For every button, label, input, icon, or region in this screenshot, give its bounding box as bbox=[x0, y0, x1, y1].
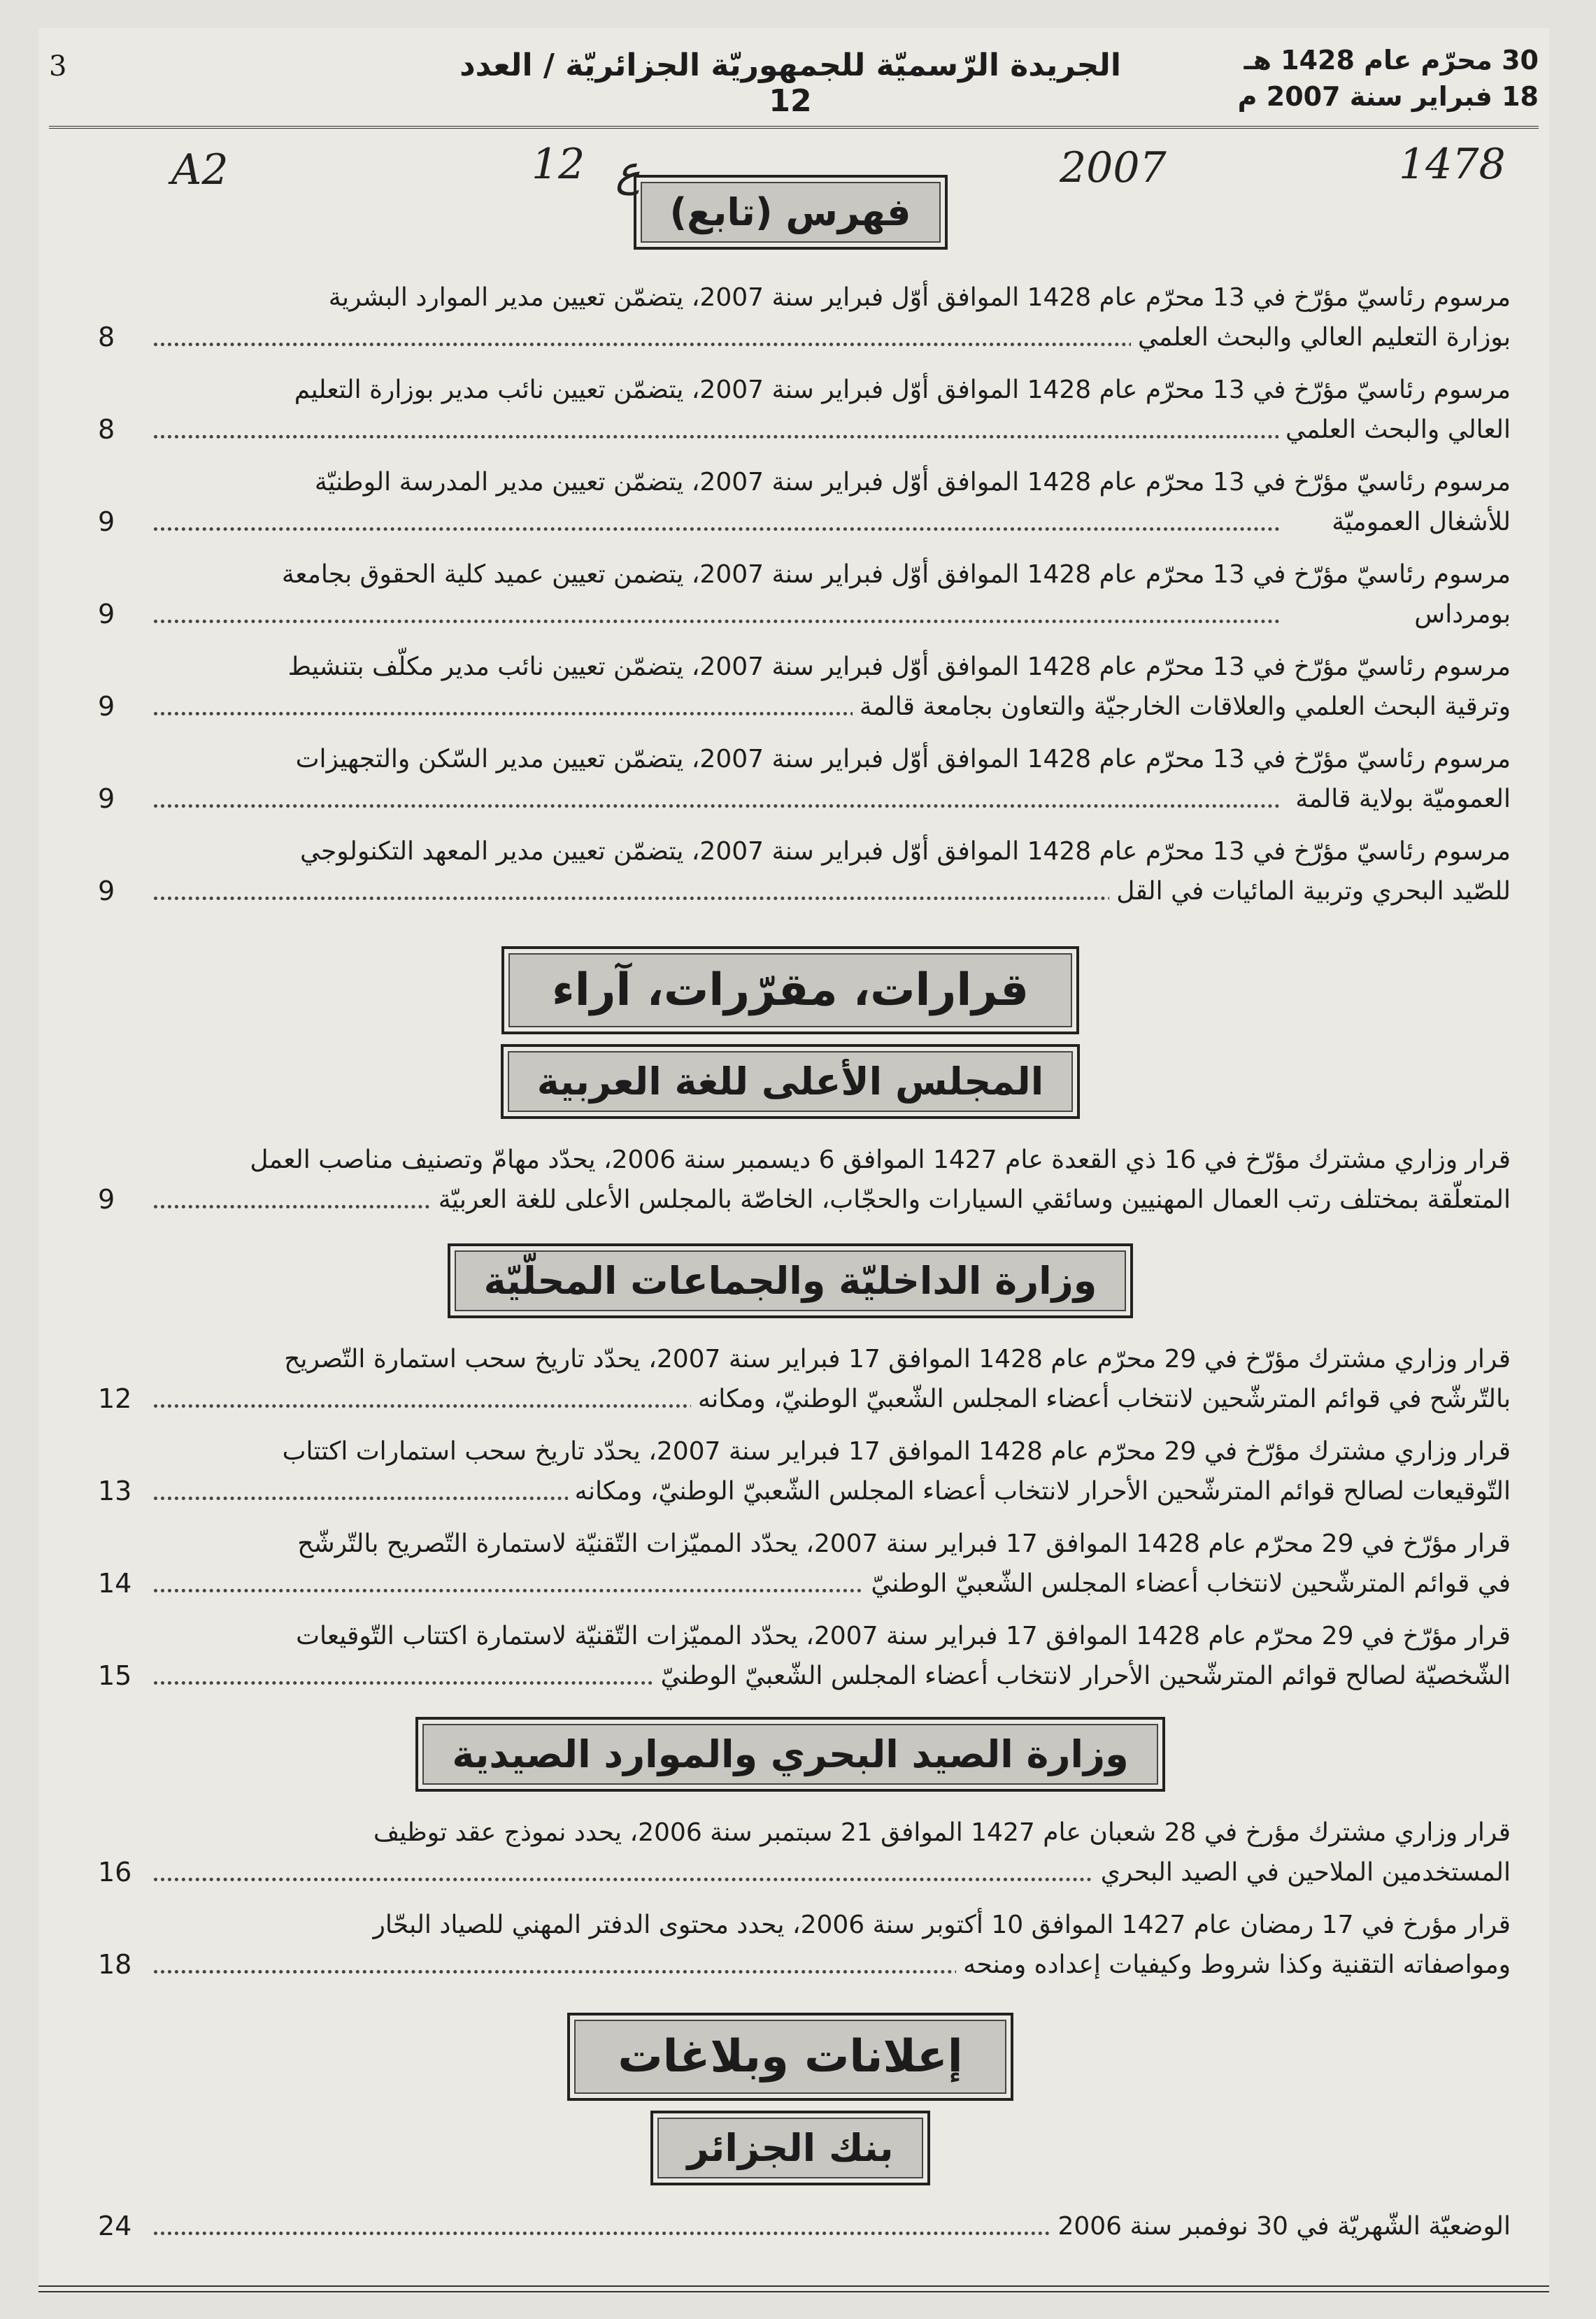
toc-entry-line: قرار وزاري مشترك مؤرّخ في 29 محرّم عام 1428 الموافق 17 فبراير سنة 2007، يحدّد تاريخ سحب استمارة التّصريح bbox=[284, 1345, 1511, 1373]
toc-entry-line bbox=[154, 410, 1511, 450]
toc-entry bbox=[70, 1524, 1511, 1604]
fisheries-title-box bbox=[415, 1717, 1164, 1792]
toc-entry-line bbox=[154, 1180, 1511, 1220]
handwritten-note: 2007 bbox=[1060, 143, 1167, 192]
interior-list bbox=[70, 1339, 1511, 1696]
table-of-contents bbox=[70, 168, 1511, 2259]
toc-entry-line bbox=[154, 502, 1511, 542]
toc-entry-line bbox=[154, 317, 1511, 357]
toc-entry-text: بالتّرشّح في قوائم المترشّحين لانتخاب أعضاء المجلس الشّعبيّ الوطنيّ، ومكانه bbox=[691, 1385, 1511, 1413]
toc-entry-line bbox=[154, 687, 1511, 727]
toc-entry bbox=[70, 278, 1511, 357]
toc-entry-text: للصّيد البحري وتربية المائيات في القل bbox=[1109, 877, 1511, 906]
toc-entry bbox=[70, 1905, 1511, 1985]
toc-entry-text: وترقية البحث العلمي والعلاقات الخارجيّة والتعاون بجامعة قالمة bbox=[853, 692, 1511, 721]
toc-entry-line: قرار مؤرّخ في 29 محرّم عام 1428 الموافق 17 فبراير سنة 2007، يحدّد المميّزات التّقنيّة لاستمارة التّصريح بالتّرشّح bbox=[297, 1529, 1511, 1558]
toc-entry bbox=[70, 739, 1511, 819]
bank-title: بنك الجزائر bbox=[657, 2118, 922, 2178]
toc-entry-line bbox=[154, 1853, 1511, 1892]
toc-entry-line: مرسوم رئاسيّ مؤرّخ في 13 محرّم عام 1428 الموافق أوّل فبراير سنة 2007، يتضمّن تعيين نائب مدير مكلّف بتنشيط bbox=[287, 652, 1511, 681]
toc-entry bbox=[70, 832, 1511, 911]
issue-date bbox=[1238, 42, 1539, 115]
fisheries-list bbox=[70, 1813, 1511, 1985]
bottom-rule bbox=[38, 2285, 1549, 2292]
announcements-title-box bbox=[567, 2013, 1013, 2101]
council-title: المجلس الأعلى للغة العربية bbox=[508, 1051, 1073, 1112]
toc-entry-line bbox=[154, 2206, 1511, 2246]
toc-page-number: 9 bbox=[98, 599, 115, 629]
toc-page-number: 9 bbox=[98, 506, 115, 537]
toc-entry-line: قرار وزاري مشترك مؤرخ في 28 شعبان عام 1427 الموافق 21 سبتمبر سنة 2006، يحدد نموذج عقد توظيف bbox=[373, 1818, 1511, 1847]
toc-entry-line bbox=[154, 1471, 1511, 1511]
toc-entry-line bbox=[154, 1564, 1511, 1604]
toc-title-box bbox=[634, 175, 948, 250]
toc-entry-line: قرار وزاري مشترك مؤرّخ في 29 محرّم عام 1428 الموافق 17 فبراير سنة 2007، يحدّد تاريخ سحب استمارات اكتتاب bbox=[282, 1437, 1511, 1466]
toc-entry-text: المستخدمين الملاحين في الصيد البحري bbox=[1094, 1858, 1511, 1887]
toc-entry bbox=[70, 1339, 1511, 1419]
toc-entry bbox=[70, 1616, 1511, 1696]
toc-entry-text: الوضعيّة الشّهريّة في 30 نوفمبر سنة 2006 bbox=[1050, 2212, 1511, 2241]
toc-entry bbox=[70, 555, 1511, 634]
council-list bbox=[70, 1140, 1511, 1220]
toc-entry bbox=[70, 1432, 1511, 1511]
toc-entry-line bbox=[154, 779, 1511, 819]
toc-entry-text: المتعلّقة بمختلف رتب العمال المهنيين وسائقي السيارات والحجّاب، الخاصّة بالمجلس الأعلى للغة العربيّة bbox=[432, 1185, 1511, 1214]
toc-page-number: 9 bbox=[98, 1184, 115, 1215]
toc-entry-text: الشّخصيّة لصالح قوائم المترشّحين الأحرار لانتخاب أعضاء المجلس الشّعبيّ الوطنيّ bbox=[654, 1662, 1511, 1690]
handwritten-note: ع bbox=[615, 147, 641, 196]
toc-page-number: 8 bbox=[98, 322, 115, 352]
toc-entry-line: مرسوم رئاسيّ مؤرّخ في 13 محرّم عام 1428 الموافق أوّل فبراير سنة 2007، يتضمن تعيين عميد كلية الحقوق بجامعة bbox=[281, 560, 1511, 589]
toc-entry-text: العالي والبحث العلمي bbox=[1278, 415, 1511, 444]
toc-page-number: 24 bbox=[98, 2211, 132, 2241]
toc-entry-line bbox=[154, 594, 1511, 634]
toc-page-number: 9 bbox=[98, 876, 115, 906]
handwritten-note: 12 bbox=[532, 140, 585, 189]
toc-entry bbox=[70, 647, 1511, 727]
toc-entry-line: مرسوم رئاسيّ مؤرّخ في 13 محرّم عام 1428 الموافق أوّل فبراير سنة 2007، يتضمّن تعيين مدير السّكن والتجهيزات bbox=[295, 745, 1511, 773]
fisheries-title: وزارة الصيد البحري والموارد الصيدية bbox=[422, 1724, 1157, 1785]
toc-entry-text: للأشغال العموميّة bbox=[1325, 508, 1511, 536]
date-gregorian: 18 فبراير سنة 2007 م bbox=[1237, 81, 1539, 112]
toc-entry bbox=[70, 370, 1511, 450]
council-title-box bbox=[501, 1044, 1080, 1119]
announcements-title: إعلانات وبلاغات bbox=[574, 2020, 1006, 2094]
toc-entry-line: قرار وزاري مشترك مؤرّخ في 16 ذي القعدة عام 1427 الموافق 6 ديسمبر سنة 2006، يحدّد مهامّ وتصنيف مناصب العمل bbox=[250, 1146, 1511, 1174]
bank-list bbox=[70, 2206, 1511, 2246]
interior-title-box bbox=[448, 1243, 1134, 1318]
toc-entry-text: ومواصفاته التقنية وكذا شروط وكيفيات إعداده ومنحه bbox=[956, 1950, 1511, 1979]
toc-entry-line: مرسوم رئاسيّ مؤرّخ في 13 محرّم عام 1428 الموافق أوّل فبراير سنة 2007، يتضمّن تعيين نائب مدير بوزارة التعليم bbox=[294, 376, 1511, 404]
handwritten-note: A2 bbox=[171, 145, 229, 194]
toc-page-number: 9 bbox=[98, 691, 115, 722]
toc-entry-text: في قوائم المترشّحين لانتخاب أعضاء المجلس الشّعبيّ الوطنيّ bbox=[864, 1569, 1511, 1598]
toc-entry-line bbox=[154, 871, 1511, 911]
toc-entry-text: بوزارة التعليم العالي والبحث العلمي bbox=[1131, 323, 1511, 352]
toc-page-number: 16 bbox=[98, 1857, 132, 1888]
bank-title-box bbox=[650, 2111, 929, 2185]
date-hijri: 30 محرّم عام 1428 هـ bbox=[1244, 45, 1539, 76]
toc-entry-text: التّوقيعات لصالح قوائم المترشّحين الأحرار لانتخاب أعضاء المجلس الشّعبيّ الوطنيّ، ومكانه bbox=[568, 1477, 1511, 1506]
toc-entry bbox=[70, 2206, 1511, 2246]
page-number: 3 bbox=[49, 50, 67, 83]
toc-entry-text: العموميّة بولاية قالمة bbox=[1288, 785, 1511, 813]
toc-entry bbox=[70, 462, 1511, 542]
toc-page-number: 8 bbox=[98, 414, 115, 445]
toc-page-number: 15 bbox=[98, 1660, 132, 1691]
toc-entry-line: قرار مؤرّخ في 29 محرّم عام 1428 الموافق 17 فبراير سنة 2007، يحدّد المميّزات التّقنيّة لاستمارة اكتتاب التّوقيعات bbox=[296, 1622, 1511, 1650]
toc-entry-line bbox=[154, 1656, 1511, 1696]
decisions-title: قرارات، مقرّرات، آراء bbox=[508, 953, 1072, 1027]
decrees-list bbox=[70, 278, 1511, 911]
decisions-title-box bbox=[501, 946, 1079, 1034]
toc-entry bbox=[70, 1813, 1511, 1892]
toc-entry bbox=[70, 1140, 1511, 1220]
interior-title: وزارة الداخليّة والجماعات المحلّيّة bbox=[455, 1250, 1127, 1311]
toc-page-number: 13 bbox=[98, 1476, 132, 1506]
toc-page-number: 18 bbox=[98, 1949, 132, 1980]
toc-entry-line: مرسوم رئاسيّ مؤرّخ في 13 محرّم عام 1428 الموافق أوّل فبراير سنة 2007، يتضمّن تعيين مدير الموارد البشرية bbox=[328, 283, 1511, 312]
toc-title: فهرس (تابع) bbox=[641, 182, 941, 243]
toc-entry-line: مرسوم رئاسيّ مؤرّخ في 13 محرّم عام 1428 الموافق أوّل فبراير سنة 2007، يتضمّن تعيين مدير المدرسة الوطنيّة bbox=[314, 468, 1511, 497]
page-header bbox=[49, 35, 1539, 129]
toc-entry-line bbox=[154, 1945, 1511, 1985]
toc-page-number: 9 bbox=[98, 783, 115, 814]
toc-page-number: 14 bbox=[98, 1568, 132, 1599]
toc-entry-line: قرار مؤرخ في 17 رمضان عام 1427 الموافق 10 أكتوبر سنة 2006، يحدد محتوى الدفتر المهني للصياد البحّار bbox=[373, 1911, 1511, 1939]
toc-entry-line bbox=[154, 1379, 1511, 1419]
journal-title: الجريدة الرّسميّة للجمهوريّة الجزائريّة / العدد 12 bbox=[459, 48, 1121, 119]
toc-entry-line: مرسوم رئاسيّ مؤرّخ في 13 محرّم عام 1428 الموافق أوّل فبراير سنة 2007، يتضمّن تعيين مدير المعهد التكنولوجي bbox=[300, 837, 1511, 866]
toc-page-number: 12 bbox=[98, 1383, 132, 1414]
handwritten-note: 1478 bbox=[1399, 140, 1506, 189]
toc-entry-text: بومرداس bbox=[1407, 600, 1511, 629]
